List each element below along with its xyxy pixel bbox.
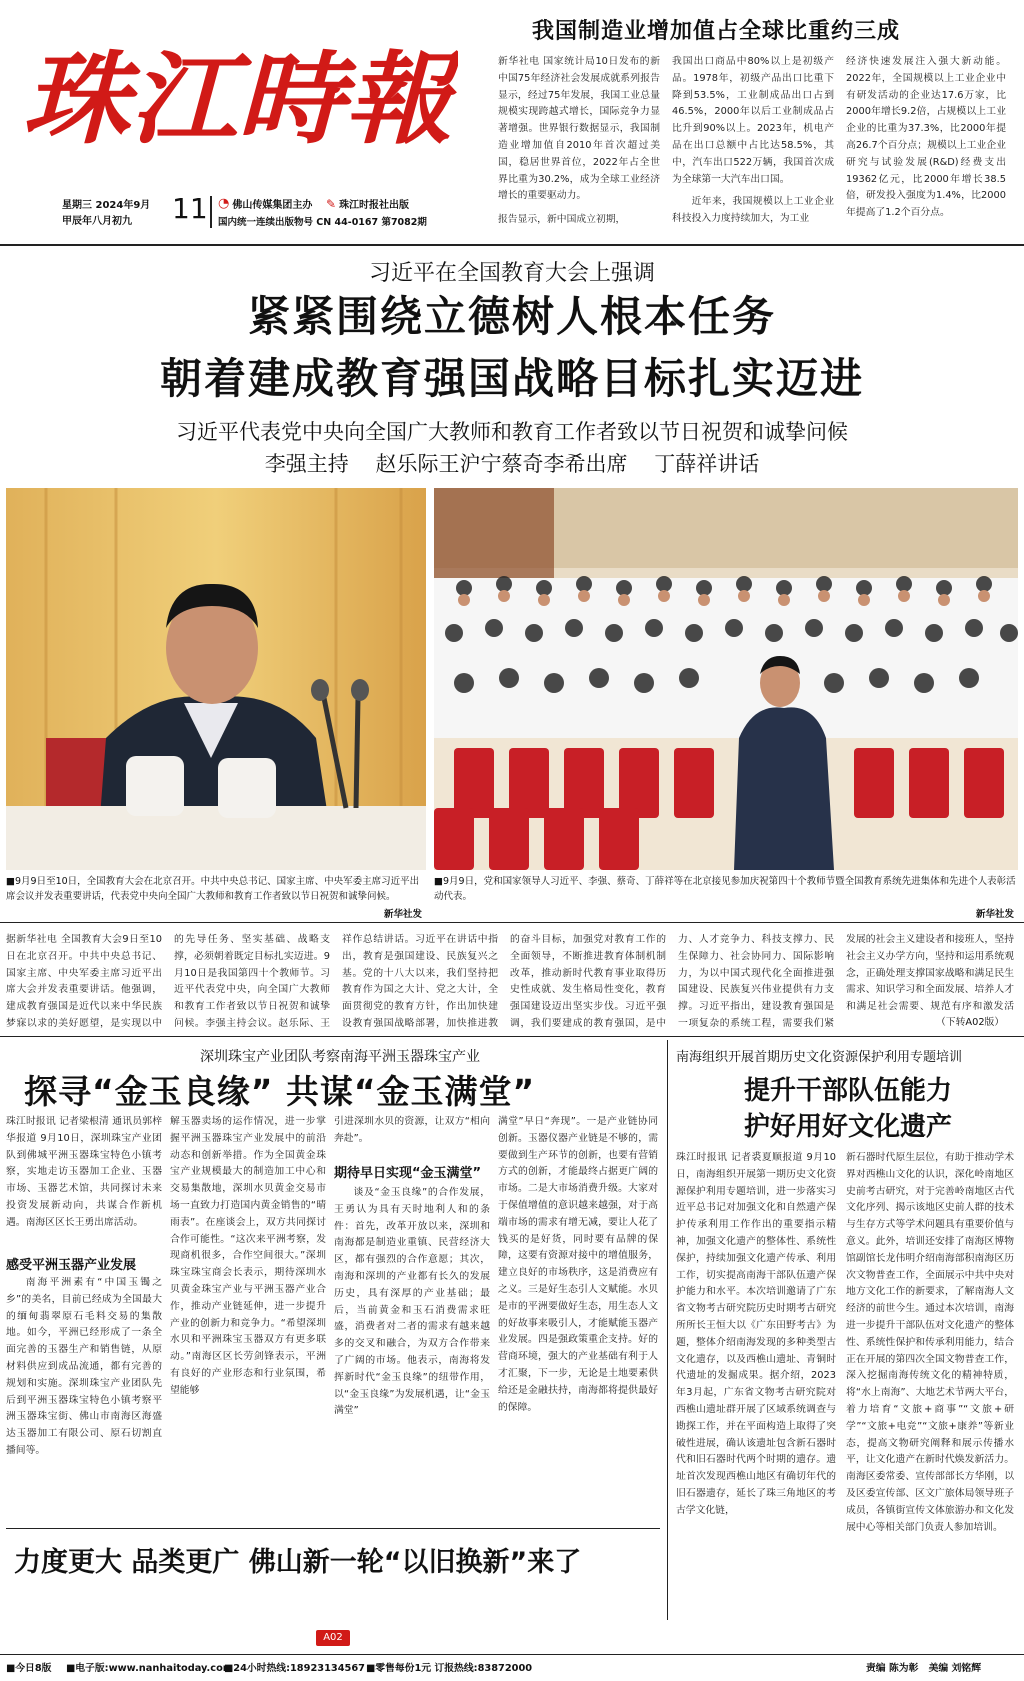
lead-col-4: 的奋斗目标，加强党对教育工作的全面领导，不断推进教育体制机制改革，推动新时代教育事业取得历史性成就、发生格局性变化，教育强国建设迈出坚实步伐。习近平强调，我们要建成的教育强国，是中 xyxy=(510,934,666,1029)
culture-headline-2: 护好用好文化遗产 xyxy=(743,1112,952,1142)
top-story-col-1-text: 新华社电 国家统计局10日发布的新中国75年经济社会发展成就系列报告显示，经过75年发展，我国工业总量规模实现跨越式增长，国际竞争力显著增强。世界银行数据显示，我国制造业增加值自2010年首次超过美国，稳居世界首位，2022年占全世界比重为30.2%，成为全球工业经济增长的重要驱动力。 xyxy=(498,56,660,202)
photo-right xyxy=(434,488,1018,870)
lead-col-6: 发展的社会主义建设者和接班人，坚持社会主义办学方向，坚持和运用系统观念，正确处理支撑国家战略和满足民生需求、知识学习和全面发展、培养人才和满足社会需要、规范有序和激发活 xyxy=(846,934,1014,1012)
dateline-divider xyxy=(210,196,212,228)
culture-col-1-text: 珠江时报讯 记者裘夏顺报道 9月10日，南海组织开展第一期历史文化资源保护利用专题培训，进一步落实习近平总书记对加强文化和自然遗产保护传承利用工作作出的重要指示精神，加强文化遗产的整体性、系统性保护，持续加强文化遗产传承、利用工作，切实提高南海干部队伍遗产保护能力和水平。本次培训邀请了广东省文物考古研究院历史时期考古研究所所长王恒大以《广东田野考古》为题，整体介绍南海发现的多种类型古文化遗存，以及西樵山遗址、青铜时代遗址的发掘成果。据介绍，2023年3月起，广东省文物考古研究院对西樵山遗址群开展了区域系统调查与勘探工作，并在平面构造上取得了突破性进展，确认该遗址包含新石器时代和旧石器时代两个时期的遗存。遗址首次发现西樵山地区有确切年代的旧石器遗存，延长了珠三角地区的考古学文化链， xyxy=(676,1152,836,1516)
lead-col-1: 据新华社电 全国教育大会9日至10日在北京召开。中共中央总书记、国家主席、中央军委主席习近平出席大会并发表重要讲话。他强调，建成教育强国是近代以来中华民族梦寐以求的美好愿望，是实现以中 xyxy=(6,934,162,1029)
jewelry-col-3 xyxy=(334,1114,490,1522)
sponsor-text: 佛山传媒集团主办 xyxy=(232,200,313,211)
footer-rule xyxy=(0,1654,1024,1655)
culture-col-2-text: 新石器时代原生层位，有助于推动学术界对西樵山文化的认识，深化岭南地区史前考古研究，对于完善岭南地区古代文化序列、揭示该地区史前人群的技术与生存方式等学术问题具有重要价值与意义。此外，培训还安排了南海区博物馆副馆长龙伟明介绍南海部积南海区历次文物普查工作，全面展示中共中央对地方文化工作的新要求，了解南海人文经济的前世今生。通过本次培训，南海进一步提升干部队伍对文化遗产的整体性、系统性保护和传承利用能力，结合正在开展的第四次全国文物普查工作，深入挖掘南海传统文化的精神特质，将“水上南海”、大地艺术节两大平台，着力培育“文旅+商事”“文旅+研学”“文旅+电竞”“文旅+康养”等新业态，提高文物研究阐释和展示传播水平，让文化遗产在新时代焕发新活力。南海区委常委、宣传部部长方华刚，以及区委宣传部、区文广旅体局领导班子成员，各镇街宣传文体旅游办和文化发展中心等相关部门负责人参加培训。 xyxy=(846,1152,1014,1533)
column-divider xyxy=(667,1040,668,1620)
lead-col-5: 力、人才竞争力、科技支撑力、民生保障力、社会协同力、国际影响力，为以中国式现代化全面推进强国建设、民族复兴伟业提供有力支撑。习近平指出，建设教育强国是一项复杂的系统工程，需要我们紧 xyxy=(678,934,834,1029)
photo-right-credit: 新华社发 xyxy=(975,909,1014,920)
top-story-col-2 xyxy=(672,54,834,234)
lead-headline-2: 朝着建成教育强国战略目标扎实迈进 xyxy=(159,354,864,403)
top-story-col-2-tail: 近年来，我国规模以上工业企业科技投入力度持续加大，为工业 xyxy=(672,196,834,224)
cn-number: 国内统一连续出版物号 CN 44-0167 第7082期 xyxy=(218,217,427,228)
lead-col-3: 祥作总结讲话。习近平在讲话中指出，教育是强国建设、民族复兴之基。党的十八大以来，我们坚持把教育作为国之大计、党之大计，全面贯彻党的教育方针，作出加快建设教育强国战略部署，加快推进教 xyxy=(342,934,498,1029)
footer xyxy=(6,1660,1018,1676)
lead-deck-1: 习近平代表党中央向全国广大教师和教育工作者致以节日祝贺和诚挚问候 xyxy=(176,420,848,444)
photo-right-caption: ■9月9日，党和国家领导人习近平、李强、蔡奇、丁薛祥等在北京接见参加庆祝第四十个教师节暨全国教育系统先进集体和先进个人表彰活动代表。 xyxy=(434,876,1016,902)
footer-editors: 责编 陈为彰 美编 刘铭辉 xyxy=(866,1663,982,1674)
footer-hotline: ■24小时热线:18923134567 xyxy=(224,1663,365,1674)
jewelry-col-2-text: 解玉器卖场的运作情况，进一步掌握平洲玉器珠宝产业发展中的前沿动态和创新举措。作为全国黄金珠宝产业规模最大的制造加工中心和交易集散地，深圳水贝黄金交易市场一直致力打造国内黄金销售的“晴雨表”。在座谈会上，双方共同探讨合作可能性。“这次来平洲考察，发现商机很多，合作空间很大。”深圳珠宝珠宝商会长表示，期待深圳水贝黄金珠宝产业与平洲玉器产业合作，推动产业链延伸，进一步提升产业的创新力和竞争力。“希望深圳水贝和平洲珠宝玉器双方有更多联动。”南海区区长劳剑锋表示，平洲有良好的产业形态和行业氛围，希望能够 xyxy=(170,1116,326,1396)
masthead-dateline xyxy=(62,192,482,232)
jewelry-col-1-body: 南海平洲素有“中国玉镯之乡”的美名，目前已经成为全国最大的缅甸翡翠原石毛料交易的集散地。如今，平洲已经形成了一条全面完善的玉器生产和销售链，从原材料供应到成品流通，都有完善的规划和实施。深圳珠宝产业团队先后到平洲玉器珠宝特色小镇考察平洲玉器珠宝街、佛山市南海区海盛达玉器加工有限公司、原石切割直播间等。 xyxy=(6,1277,162,1456)
top-story-col-1-tail: 报告显示，新中国成立初期， xyxy=(498,214,626,225)
zjtimes-logo-icon: ✎ xyxy=(326,196,337,211)
top-story-col-3-text: 经济快速发展注入强大新动能。2022年，全国规模以上工业企业中有研发活动的企业达17.6万家，比2000年增长9.2倍，占规模以上工业企业的比重为37.3%，比2000年提高26.7个百分点；规模以上工业企业研究与试验发展(R&D)经费支出19362亿元，比2000年增长38.5倍，研发投入强度为1.4%，比2000年提高了1.2个百分点。 xyxy=(846,56,1006,219)
promo-page-ref-label: A02 xyxy=(323,1632,343,1643)
lead-body xyxy=(6,932,1018,1030)
promo-rule xyxy=(6,1528,660,1529)
jewelry-headline: 探寻“金玉良缘” 共谋“金玉满堂” xyxy=(24,1072,536,1111)
jewelry-col-4-text: 满堂”早日“奔现”。一是产业链协同创新。玉器仪器产业链是不够的，需要做到生产环节的创新，也要有营销方式的创新，才能最终占据更广阔的市场。二是大市场消费升级。大家对于保值增值的意识越来越强，对于高端市场的需求有增无减，要让人花了钱买的是好货，同时要有品牌的保障，这要有资源对接中的增值服务，建立良好的市场秩序，这是消费应有之义。三是好生态引人文赋能。水贝是市的平洲要做好生态，用生态人文的好故事来吸引人，才能赋能玉器产业发展。四是强政策重企支持。好的营商环境，强大的产业基础有利于人才汇聚，下一步，无论是土地要素供给还是金融扶持，南海都将提供最好的保障。 xyxy=(498,1116,658,1413)
issue-day: 11 xyxy=(172,192,208,225)
top-story-col-2-text: 我国出口商品中80%以上是初级产品。1978年，初级产品出口比重下降到53.5%，工业制成品出口占到46.5%，2000年以后工业制成品占比升到90%以上。2023年，机电产品在出口总额中占比达58.5%，其中，汽车出口522万辆，我国首次成为全球第一大汽车出口国。 xyxy=(672,56,834,185)
lead-kicker: 习近平在全国教育大会上强调 xyxy=(368,261,655,286)
jewelry-col-1 xyxy=(6,1114,162,1522)
jewelry-kicker: 深圳珠宝产业团队考察南海平洲玉器珠宝产业 xyxy=(200,1049,480,1065)
jewelry-subhead-1: 感受平洲玉器产业发展 xyxy=(6,1258,137,1273)
weekday-date: 星期三 2024年9月 xyxy=(62,200,151,211)
lead-headline-1: 紧紧围绕立德树人根本任务 xyxy=(247,292,776,341)
photo-left-credit: 新华社发 xyxy=(383,909,422,920)
publisher-text: 珠江时报社出版 xyxy=(339,200,410,211)
photo-left xyxy=(6,488,426,870)
culture-col-1 xyxy=(676,1150,836,1636)
culture-col-2 xyxy=(846,1150,1014,1636)
top-story-col-3 xyxy=(846,54,1006,234)
jewelry-subhead-2: 期待早日实现“金玉满堂” xyxy=(334,1166,482,1181)
lead-deck-2: 李强主持 赵乐际王沪宁蔡奇李希出席 丁薛祥讲话 xyxy=(264,452,760,476)
masthead-logo-text: 珠江時報 xyxy=(22,40,458,154)
culture-headline-1: 提升干部队伍能力 xyxy=(743,1076,952,1106)
promo-page-ref[interactable] xyxy=(316,1630,350,1646)
footer-pages: ■今日8版 xyxy=(6,1663,52,1674)
lead-body-rule xyxy=(0,922,1024,923)
jewelry-col-2 xyxy=(170,1114,326,1522)
lead-col-2: 的先导任务、坚实基础、战略支撑，必须朝着既定目标扎实迈进。9月10日是我国第四十个教师节。习近平代表党中央，向全国广大教师和教育工作者致以节日祝贺和诚挚问候。李强主持会议。赵乐际、王 xyxy=(174,934,330,1029)
masthead-logo xyxy=(18,30,458,154)
footer-price: ■零售每份1元 订报热线:83872000 xyxy=(366,1663,533,1674)
lunar-date: 甲辰年八月初九 xyxy=(62,216,132,227)
footer-website[interactable]: ■电子版:www.nanhaitoday.com xyxy=(66,1663,234,1674)
jewelry-col-4 xyxy=(498,1114,658,1522)
culture-kicker: 南海组织开展首期历史文化资源保护利用专题培训 xyxy=(676,1050,963,1065)
promo-headline: 力度更大 品类更广 佛山新一轮“以旧换新”来了 xyxy=(14,1547,582,1578)
top-story-col-1 xyxy=(498,54,660,234)
lead-bottom-rule xyxy=(0,1036,1024,1037)
jewelry-col-3-body: 谈及“金玉良缘”的合作发展，王勇认为具有天时地利人和的条件：首先，改革开放以来，深圳和南海都是制造业重镇、民营经济大区，都有强烈的合作意愿；其次，南海和深圳的产业都有长久的发展历史，具有深厚的产业基础；最后，当前黄金和玉石消费需求旺盛，消费者对二者的需求有越来越多的交叉和融合，为双方合作带来了广阔的市场。他表示，南海将发挥新时代“金玉良缘”的纽带作用，以“金玉良缘”为发展机遇，让“金玉满堂” xyxy=(334,1187,490,1417)
jewelry-col-1-intro: 珠江时报讯 记者梁根清 通讯员郭梓华报道 9月10日，深圳珠宝产业团队到佛城平洲玉器珠宝特色小镇考察，实地走访玉器加工企业、玉器市场、玉器艺术馆，共同探讨未来投资发展新动向，共谋合作新机遇。南海区区长王勇出席活动。 xyxy=(6,1116,162,1228)
masthead-rule xyxy=(0,244,1024,246)
jewelry-col-3-intro: 引进深圳水贝的资源，让双方“相向奔赴”。 xyxy=(334,1116,490,1144)
foshan-media-logo-icon: ◔ xyxy=(218,196,230,211)
photo-left-caption: ■9月9日至10日，全国教育大会在北京召开。中共中央总书记、国家主席、中央军委主席习近平出席会议并发表重要讲话，代表党中央向全国广大教师和教育工作者致以节日祝贺和诚挚问候。 xyxy=(6,876,420,902)
top-story-headline: 我国制造业增加值占全球比重约三成 xyxy=(532,19,901,44)
lead-continued: （下转A02版） xyxy=(936,1017,1005,1028)
